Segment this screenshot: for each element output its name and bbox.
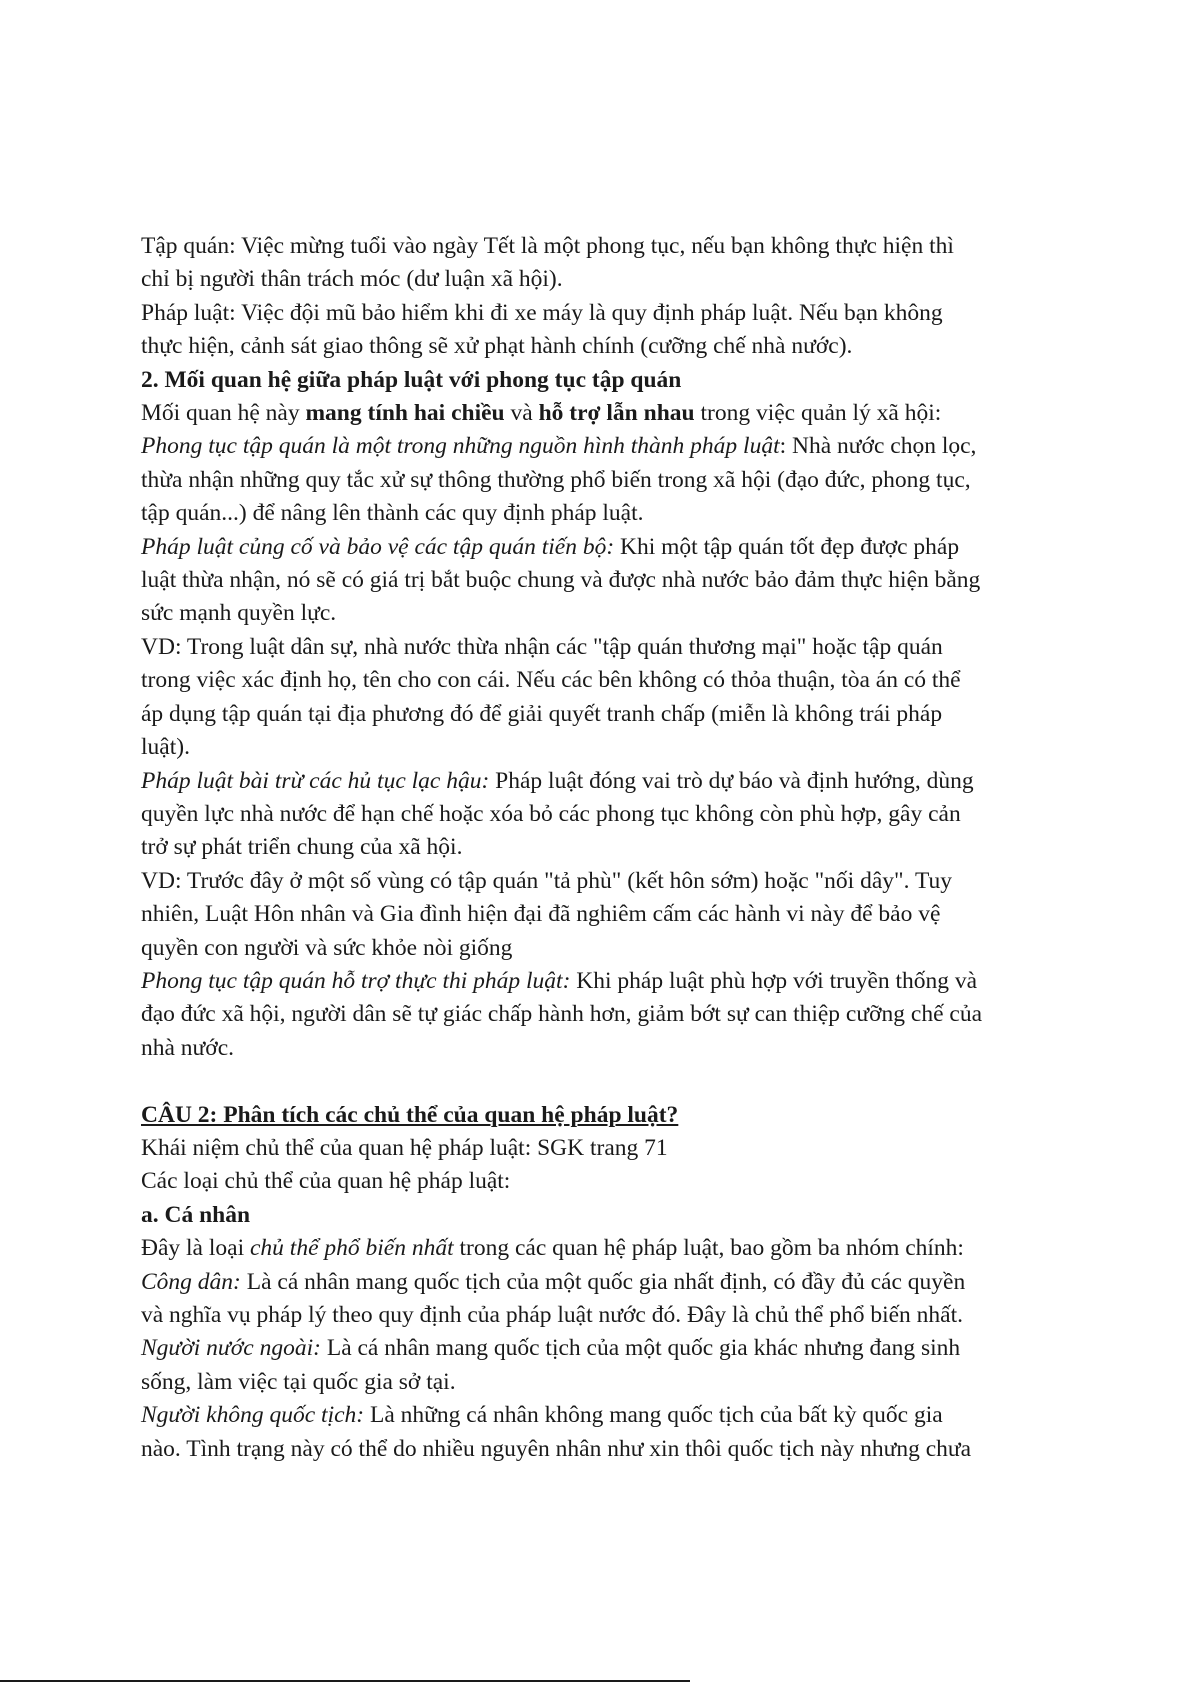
point-custom-as-source: Phong tục tập quán là một trong những nguồn hình thành pháp luật: Nhà nước chọn lọc, thừa nhận những quy tắc xử sự thông thường phổ biến trong xã hội (đạo đức, phong tục, tập quán...) để nâng lên thành các quy định pháp luật. [141, 433, 977, 527]
point-law-protects-customs: Pháp luật củng cố và bảo vệ các tập quán tiến bộ: Khi một tập quán tốt đẹp được pháp luật thừa nhận, nó sẽ có giá trị bắt buộc chung và được nhà nước bảo đảm thực hiện bằng sức mạnh quyền lực. [141, 533, 981, 627]
citizen-definition: Công dân: Là cá nhân mang quốc tịch của một quốc gia nhất định, có đầy đủ các quyền và nghĩa vụ pháp lý theo quy định của pháp luật nước đó. Đây là chủ thể phổ biến nhất. [141, 1268, 966, 1328]
point-customs-support-law: Phong tục tập quán hỗ trợ thực thi pháp luật: Khi pháp luật phù hợp với truyền thống và đạo đức xã hội, người dân sẽ tự giác chấp hành hơn, giảm bớt sự can thiệp cưỡng chế của nhà nước. [141, 967, 982, 1061]
blank-line [141, 1065, 1076, 1098]
sub-a-heading: a. Cá nhân [141, 1201, 251, 1228]
section2-intro: Mối quan hệ này mang tính hai chiều và hỗ trợ lẫn nhau trong việc quản lý xã hội: [141, 400, 942, 427]
foreigner-definition: Người nước ngoài: Là cá nhân mang quốc tịch của một quốc gia khác nhưng đang sinh sống, làm việc tại quốc gia sở tại. [141, 1335, 961, 1395]
concept-line: Khái niệm chủ thể của quan hệ pháp luật: SGK trang 71 [141, 1134, 668, 1161]
example-custom: Tập quán: Việc mừng tuổi vào ngày Tết là một phong tục, nếu bạn không thực hiện thì chỉ bị người thân trách móc (dư luận xã hội). [141, 233, 954, 293]
page-bottom-rule [0, 1680, 690, 1682]
section2-heading: 2. Mối quan hệ giữa pháp luật với phong tục tập quán [141, 366, 682, 393]
stateless-definition: Người không quốc tịch: Là những cá nhân không mang quốc tịch của bất kỳ quốc gia nào. Tình trạng này có thể do nhiều nguyên nhân như xin thôi quốc tịch này nhưng chưa [141, 1402, 972, 1462]
example-law: Pháp luật: Việc đội mũ bảo hiểm khi đi xe máy là quy định pháp luật. Nếu bạn không thực hiện, cảnh sát giao thông sẽ xử phạt hành chính (cưỡng chế nhà nước). [141, 299, 943, 360]
point-law-eliminates-backward-customs: Pháp luật bài trừ các hủ tục lạc hậu: Pháp luật đóng vai trò dự báo và định hướng, dùng quyền lực nhà nước để hạn chế hoặc xóa bỏ các phong tục không còn phù hợp, gây cản trở sự phát triển chung của xã hội. [141, 767, 974, 861]
types-line: Các loại chủ thể của quan hệ pháp luật: [141, 1168, 511, 1195]
individual-intro: Đây là loại chủ thể phổ biến nhất trong các quan hệ pháp luật, bao gồm ba nhóm chính: [141, 1235, 964, 1262]
example-marriage-law: VD: Trước đây ở một số vùng có tập quán "tả phù" (kết hôn sớm) hoặc "nối dây". Tuy nhiên, Luật Hôn nhân và Gia đình hiện đại đã nghiêm cấm các hành vi này để bảo vệ quyền con người và sức khỏe nòi giống [141, 867, 952, 961]
question2-heading: CÂU 2: Phân tích các chủ thể của quan hệ pháp luật? [141, 1101, 679, 1128]
document-body [141, 230, 1076, 1466]
example-civil-law: VD: Trong luật dân sự, nhà nước thừa nhận các "tập quán thương mại" hoặc tập quán trong việc xác định họ, tên cho con cái. Nếu các bên không có thỏa thuận, tòa án có thể áp dụng tập quán tại địa phương đó để giải quyết tranh chấp (miễn là không trái pháp luật). [141, 633, 961, 761]
